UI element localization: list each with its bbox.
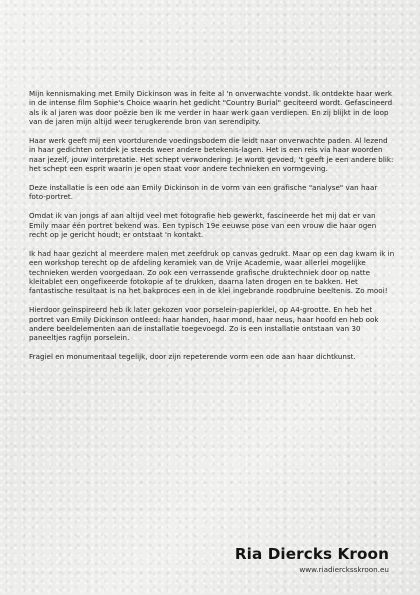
- author-name: Ria Diercks Kroon: [234, 545, 389, 563]
- paragraph-3: Deze installatie is een ode aan Emily Dickinson in de vorm van een grafische "analyse" van haar foto-portret.: [29, 183, 378, 202]
- paragraph-7: Fragiel en monumentaal tegelijk, door zijn repeterende vorm een ode aan haar dichtkunst.: [29, 352, 356, 362]
- paragraph-5: Ik had haar gezicht al meerdere malen met zeefdruk op canvas gedrukt. Maar op een dag kwam ik in een workshop terecht op de afdeling keramiek van de Vrije Academie, waar allerlei mogelijke technieken werden voorgedaan. Zo ook een verrassende grafische druktechniek door op natte kleitablet een ongefixeerde fotokopie af te drukken, daarna laten drogen en te bakken. Het fantastische resultaat is na het bakproces een in de klei ingebrande roodbruine beeltenis. Zo mooi!: [29, 248, 395, 296]
- paragraph-6: Hierdoor geïnspireerd heb ik later gekozen voor porselein-papierklei, op A4-grootte. En heb het portret van Emily Dickinson ontleed: haar handen, haar mond, haar neus, haar hoofd en heb ook andere beeldelementen aan de installatie toegevoegd. Zo is een installatie ontstaan van 30 paneeltjes ragfijn porselein.: [29, 305, 379, 343]
- paragraph-2: Haar werk geeft mij een voortdurende voedingsbodem die leidt naar onverwachte paden. Al lezend in haar gedichten ontdek je steeds weer andere betekenis-lagen. Het is een reis via haar woorden naar jezelf, jouw interpretatie. Het schept verwondering. Je wordt gevoed, 't geeft je een andere blik: het schept een esprit waarin je open staat voor andere technieken en vormgeving.: [29, 136, 394, 174]
- body-text: [29, 89, 395, 371]
- website-link[interactable]: www.riadiercksskroon.eu: [299, 565, 389, 574]
- signature-block: [235, 545, 389, 575]
- paragraph-4: Omdat ik van jongs af aan altijd veel met fotografie heb gewerkt, fascineerde het mij dat er van Emily maar één portret bekend was. Een typisch 19e eeuwse pose van een vrouw die haar ogen recht op je gericht houdt; er ontstaat 'n kontakt.: [29, 211, 377, 240]
- paragraph-1: Mijn kennismaking met Emily Dickinson was in feite al 'n onverwachte vondst. Ik ontdekte haar werk in de intense film Sophie's Choice waarin het gedicht "Country Burial" geciteerd wordt. Gefascineerd als ik al jaren was door poëzie ben ik me verder in haar werk gaan verdiepen. En zij blijkt in de loop van de jaren mijn altijd weer terugkerende bron van serendipity.: [29, 89, 393, 127]
